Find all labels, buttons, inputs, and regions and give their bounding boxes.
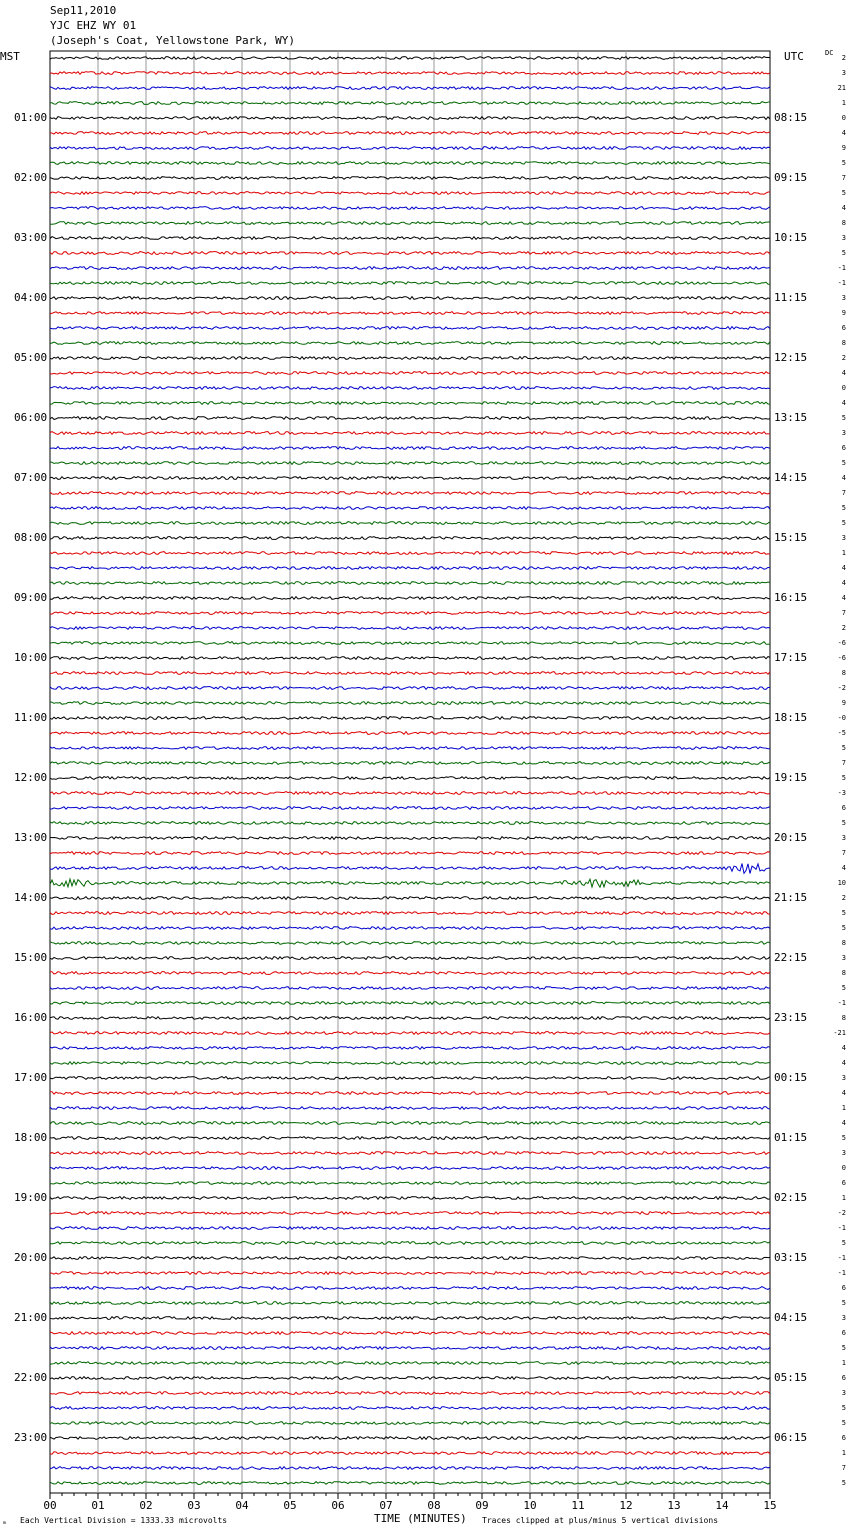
- trace-line: [50, 777, 770, 780]
- dc-offset-value: 9: [841, 144, 846, 152]
- trace-line: [50, 447, 770, 450]
- trace-line: [50, 597, 770, 600]
- dc-offset-value: 2: [841, 354, 846, 362]
- right-hour-label: 17:15: [774, 651, 808, 664]
- trace-line: [50, 1242, 770, 1245]
- trace-line: [50, 972, 770, 975]
- x-tick-label: 04: [235, 1499, 249, 1512]
- right-hour-label: 11:15: [774, 291, 808, 304]
- dc-offset-value: 3: [841, 1389, 846, 1397]
- trace-line: [50, 537, 770, 540]
- right-hour-label: 19:15: [774, 771, 808, 784]
- dc-offset-value: 21: [837, 84, 846, 92]
- dc-offset-value: 4: [841, 594, 846, 602]
- dc-offset-value: -1: [837, 1254, 846, 1262]
- dc-offset-value: 5: [841, 504, 846, 512]
- trace-line: [50, 987, 770, 990]
- right-hour-label: 21:15: [774, 891, 808, 904]
- trace-line: [50, 1032, 770, 1035]
- trace-line: [50, 762, 770, 765]
- dc-offset-value: 8: [841, 669, 846, 677]
- dc-offset-value: 8: [841, 969, 846, 977]
- dc-offset-value: 0: [841, 384, 846, 392]
- trace-line: [50, 864, 770, 874]
- dc-offset-value: 5: [841, 1299, 846, 1307]
- trace-line: [50, 162, 770, 165]
- trace-line: [50, 912, 770, 915]
- dc-offset-value: 5: [841, 744, 846, 752]
- dc-offset-value: 4: [841, 474, 846, 482]
- right-hour-label: 02:15: [774, 1191, 808, 1204]
- trace-line: [50, 612, 770, 615]
- dc-offset-value: 1: [841, 1194, 846, 1202]
- left-hour-label: 05:00: [14, 351, 48, 364]
- trace-line: [50, 312, 770, 315]
- dc-offset-value: 2: [841, 624, 846, 632]
- dc-offset-value: 1: [841, 549, 846, 557]
- right-hour-label: 06:15: [774, 1431, 808, 1444]
- dc-offset-value: 3: [841, 234, 846, 242]
- station-id: YJC EHZ WY 01: [50, 19, 137, 32]
- dc-offset-value: -1: [837, 264, 846, 272]
- dc-offset-value: 7: [841, 609, 846, 617]
- trace-line: [50, 207, 770, 210]
- x-tick-label: 05: [283, 1499, 297, 1512]
- left-hour-label: 04:00: [14, 291, 48, 304]
- dc-label: DC: [825, 49, 834, 57]
- dc-offset-value: 5: [841, 459, 846, 467]
- clip-note: Traces clipped at plus/minus 5 vertical divisions: [482, 1516, 719, 1525]
- right-hour-label: 03:15: [774, 1251, 808, 1264]
- x-tick-label: 14: [715, 1499, 729, 1512]
- dc-offset-value: 6: [841, 1284, 846, 1292]
- trace-line: [50, 1182, 770, 1185]
- dc-offset-value: 6: [841, 444, 846, 452]
- corner-mark: ₘ: [2, 1517, 7, 1526]
- dc-offset-value: 4: [841, 369, 846, 377]
- trace-line: [50, 1407, 770, 1410]
- trace-line: [50, 267, 770, 270]
- x-tick-label: 03: [187, 1499, 201, 1512]
- trace-line: [50, 567, 770, 570]
- dc-offset-value: 8: [841, 1014, 846, 1022]
- trace-line: [50, 552, 770, 555]
- dc-offset-value: 5: [841, 1239, 846, 1247]
- right-hour-label: 05:15: [774, 1371, 808, 1384]
- dc-offset-value: 3: [841, 834, 846, 842]
- trace-line: [50, 147, 770, 150]
- trace-line: [50, 1197, 770, 1200]
- x-tick-label: 12: [619, 1499, 633, 1512]
- trace-line: [50, 642, 770, 645]
- trace-line: [50, 1437, 770, 1440]
- trace-line: [50, 507, 770, 510]
- scale-note: Each Vertical Division = 1333.33 microvolts: [20, 1516, 228, 1525]
- trace-line: [50, 1332, 770, 1335]
- trace-line: [50, 837, 770, 840]
- left-hour-label: 22:00: [14, 1371, 48, 1384]
- left-hour-label: 08:00: [14, 531, 48, 544]
- left-hour-label: 14:00: [14, 891, 48, 904]
- trace-line: [50, 1092, 770, 1095]
- left-hour-label: 11:00: [14, 711, 48, 724]
- dc-offset-value: 1: [841, 99, 846, 107]
- dc-offset-value: 5: [841, 1404, 846, 1412]
- dc-offset-value: 5: [841, 1134, 846, 1142]
- x-tick-label: 10: [523, 1499, 537, 1512]
- right-hour-label: 14:15: [774, 471, 808, 484]
- left-hour-label: 20:00: [14, 1251, 48, 1264]
- trace-line: [50, 522, 770, 525]
- dc-offset-value: 3: [841, 1314, 846, 1322]
- trace-line: [50, 387, 770, 390]
- dc-offset-value: 5: [841, 984, 846, 992]
- trace-line: [50, 237, 770, 240]
- dc-offset-value: -5: [837, 729, 846, 737]
- dc-offset-value: 4: [841, 129, 846, 137]
- right-hour-label: 16:15: [774, 591, 808, 604]
- dc-offset-value: -1: [837, 1224, 846, 1232]
- trace-line: [50, 477, 770, 480]
- trace-line: [50, 342, 770, 345]
- trace-line: [50, 1122, 770, 1125]
- left-hour-label: 10:00: [14, 651, 48, 664]
- dc-offset-value: 6: [841, 1179, 846, 1187]
- trace-line: [50, 732, 770, 735]
- x-tick-label: 13: [667, 1499, 681, 1512]
- dc-offset-value: -2: [837, 684, 846, 692]
- x-tick-label: 02: [139, 1499, 153, 1512]
- dc-offset-value: -1: [837, 999, 846, 1007]
- dc-offset-value: 4: [841, 564, 846, 572]
- trace-line: [50, 807, 770, 810]
- trace-line: [50, 1392, 770, 1395]
- trace-line: [50, 192, 770, 195]
- right-hour-label: 20:15: [774, 831, 808, 844]
- trace-line: [50, 747, 770, 750]
- trace-line: [50, 357, 770, 360]
- trace-line: [50, 897, 770, 900]
- dc-offset-value: 4: [841, 204, 846, 212]
- trace-line: [50, 222, 770, 225]
- trace-line: [50, 1272, 770, 1275]
- trace-line: [50, 1077, 770, 1080]
- dc-offset-value: -1: [837, 279, 846, 287]
- dc-offset-value: 4: [841, 399, 846, 407]
- trace-line: [50, 582, 770, 585]
- dc-offset-value: 1: [841, 1104, 846, 1112]
- right-hour-label: 00:15: [774, 1071, 808, 1084]
- trace-line: [50, 879, 770, 887]
- right-hour-label: 10:15: [774, 231, 808, 244]
- trace-line: [50, 177, 770, 180]
- dc-offset-value: 4: [841, 1059, 846, 1067]
- trace-line: [50, 717, 770, 720]
- dc-offset-value: 4: [841, 864, 846, 872]
- trace-line: [50, 1317, 770, 1320]
- left-hour-label: 18:00: [14, 1131, 48, 1144]
- right-hour-label: 12:15: [774, 351, 808, 364]
- dc-offset-value: 5: [841, 909, 846, 917]
- dc-offset-value: 9: [841, 699, 846, 707]
- trace-line: [50, 822, 770, 825]
- right-hour-label: 08:15: [774, 111, 808, 124]
- trace-line: [50, 942, 770, 945]
- left-hour-label: 15:00: [14, 951, 48, 964]
- dc-offset-value: 0: [841, 114, 846, 122]
- dc-offset-value: 3: [841, 294, 846, 302]
- left-timezone-label: MST: [0, 50, 20, 63]
- left-hour-label: 13:00: [14, 831, 48, 844]
- dc-offset-value: 5: [841, 519, 846, 527]
- trace-line: [50, 1422, 770, 1425]
- x-tick-label: 09: [475, 1499, 489, 1512]
- trace-line: [50, 687, 770, 690]
- trace-line: [50, 852, 770, 855]
- dc-offset-value: 5: [841, 1344, 846, 1352]
- left-hour-label: 21:00: [14, 1311, 48, 1324]
- dc-offset-value: 5: [841, 774, 846, 782]
- trace-line: [50, 1002, 770, 1005]
- trace-line: [50, 492, 770, 495]
- left-hour-label: 07:00: [14, 471, 48, 484]
- dc-offset-value: 4: [841, 579, 846, 587]
- dc-offset-value: 7: [841, 759, 846, 767]
- trace-line: [50, 1167, 770, 1170]
- trace-line: [50, 1347, 770, 1350]
- dc-offset-value: 7: [841, 849, 846, 857]
- dc-offset-value: -3: [837, 789, 846, 797]
- dc-offset-value: 3: [841, 954, 846, 962]
- left-hour-label: 06:00: [14, 411, 48, 424]
- dc-offset-value: 1: [841, 1449, 846, 1457]
- trace-line: [50, 417, 770, 420]
- dc-offset-value: 5: [841, 1419, 846, 1427]
- trace-line: [50, 462, 770, 465]
- trace-line: [50, 1152, 770, 1155]
- trace-line: [50, 1017, 770, 1020]
- dc-offset-value: 8: [841, 339, 846, 347]
- left-hour-label: 19:00: [14, 1191, 48, 1204]
- dc-offset-value: 5: [841, 249, 846, 257]
- dc-offset-value: 0: [841, 1164, 846, 1172]
- trace-line: [50, 627, 770, 630]
- dc-offset-value: 4: [841, 1089, 846, 1097]
- trace-line: [50, 957, 770, 960]
- trace-line: [50, 1362, 770, 1365]
- x-tick-label: 07: [379, 1499, 393, 1512]
- trace-line: [50, 57, 770, 60]
- right-hour-label: 15:15: [774, 531, 808, 544]
- x-axis-title: TIME (MINUTES): [374, 1512, 467, 1525]
- dc-offset-value: 9: [841, 309, 846, 317]
- dc-offset-value: 3: [841, 1074, 846, 1082]
- trace-line: [50, 1467, 770, 1470]
- trace-line: [50, 927, 770, 930]
- trace-line: [50, 102, 770, 105]
- trace-line: [50, 1212, 770, 1215]
- dc-offset-value: -0: [837, 714, 846, 722]
- trace-line: [50, 1377, 770, 1380]
- dc-offset-value: -2: [837, 1209, 846, 1217]
- trace-line: [50, 87, 770, 90]
- trace-line: [50, 432, 770, 435]
- trace-line: [50, 1137, 770, 1140]
- x-tick-label: 11: [571, 1499, 585, 1512]
- trace-line: [50, 792, 770, 795]
- dc-offset-value: 6: [841, 324, 846, 332]
- dc-offset-value: 5: [841, 924, 846, 932]
- trace-line: [50, 1227, 770, 1230]
- dc-offset-value: 7: [841, 1464, 846, 1472]
- dc-offset-value: -6: [837, 639, 846, 647]
- right-hour-label: 22:15: [774, 951, 808, 964]
- trace-line: [50, 297, 770, 300]
- trace-line: [50, 1062, 770, 1065]
- dc-offset-value: 7: [841, 174, 846, 182]
- x-tick-label: 00: [43, 1499, 57, 1512]
- dc-offset-value: 2: [841, 54, 846, 62]
- plot-date: Sep11,2010: [50, 4, 117, 17]
- right-hour-label: 13:15: [774, 411, 808, 424]
- station-location: (Joseph's Coat, Yellowstone Park, WY): [50, 34, 296, 47]
- left-hour-label: 02:00: [14, 171, 48, 184]
- trace-line: [50, 1287, 770, 1290]
- right-timezone-label: UTC: [784, 50, 804, 63]
- dc-offset-value: 8: [841, 939, 846, 947]
- trace-line: [50, 672, 770, 675]
- trace-line: [50, 282, 770, 285]
- dc-offset-value: 4: [841, 1044, 846, 1052]
- dc-offset-value: 3: [841, 534, 846, 542]
- trace-line: [50, 327, 770, 330]
- dc-offset-value: 7: [841, 489, 846, 497]
- trace-line: [50, 1452, 770, 1455]
- trace-line: [50, 132, 770, 135]
- left-hour-label: 09:00: [14, 591, 48, 604]
- dc-offset-value: -6: [837, 654, 846, 662]
- right-hour-label: 04:15: [774, 1311, 808, 1324]
- dc-offset-value: 3: [841, 429, 846, 437]
- left-hour-label: 01:00: [14, 111, 48, 124]
- x-tick-label: 01: [91, 1499, 105, 1512]
- right-hour-label: 23:15: [774, 1011, 808, 1024]
- x-tick-label: 08: [427, 1499, 441, 1512]
- dc-offset-value: 6: [841, 1434, 846, 1442]
- x-tick-label: 15: [763, 1499, 777, 1512]
- dc-offset-value: 5: [841, 189, 846, 197]
- trace-line: [50, 702, 770, 705]
- right-hour-label: 09:15: [774, 171, 808, 184]
- dc-offset-value: 6: [841, 1374, 846, 1382]
- dc-offset-value: 5: [841, 819, 846, 827]
- dc-offset-value: -21: [833, 1029, 846, 1037]
- dc-offset-value: 10: [837, 879, 846, 887]
- dc-offset-value: 2: [841, 894, 846, 902]
- trace-line: [50, 117, 770, 120]
- left-hour-label: 12:00: [14, 771, 48, 784]
- trace-line: [50, 252, 770, 255]
- left-hour-label: 16:00: [14, 1011, 48, 1024]
- dc-offset-value: 5: [841, 414, 846, 422]
- trace-line: [50, 372, 770, 375]
- dc-offset-value: 1: [841, 1359, 846, 1367]
- trace-line: [50, 1047, 770, 1050]
- dc-offset-value: 6: [841, 804, 846, 812]
- left-hour-label: 23:00: [14, 1431, 48, 1444]
- dc-offset-value: 3: [841, 1149, 846, 1157]
- dc-offset-value: 5: [841, 159, 846, 167]
- trace-line: [50, 1302, 770, 1305]
- right-hour-label: 18:15: [774, 711, 808, 724]
- trace-line: [50, 657, 770, 660]
- right-hour-label: 01:15: [774, 1131, 808, 1144]
- left-hour-label: 03:00: [14, 231, 48, 244]
- trace-line: [50, 72, 770, 75]
- trace-line: [50, 1107, 770, 1110]
- trace-line: [50, 402, 770, 405]
- dc-offset-value: 8: [841, 219, 846, 227]
- x-tick-label: 06: [331, 1499, 345, 1512]
- dc-offset-value: 4: [841, 1119, 846, 1127]
- dc-offset-value: -1: [837, 1269, 846, 1277]
- trace-line: [50, 1482, 770, 1485]
- dc-offset-value: 3: [841, 69, 846, 77]
- dc-offset-value: 5: [841, 1479, 846, 1487]
- left-hour-label: 17:00: [14, 1071, 48, 1084]
- trace-line: [50, 1257, 770, 1260]
- dc-offset-value: 6: [841, 1329, 846, 1337]
